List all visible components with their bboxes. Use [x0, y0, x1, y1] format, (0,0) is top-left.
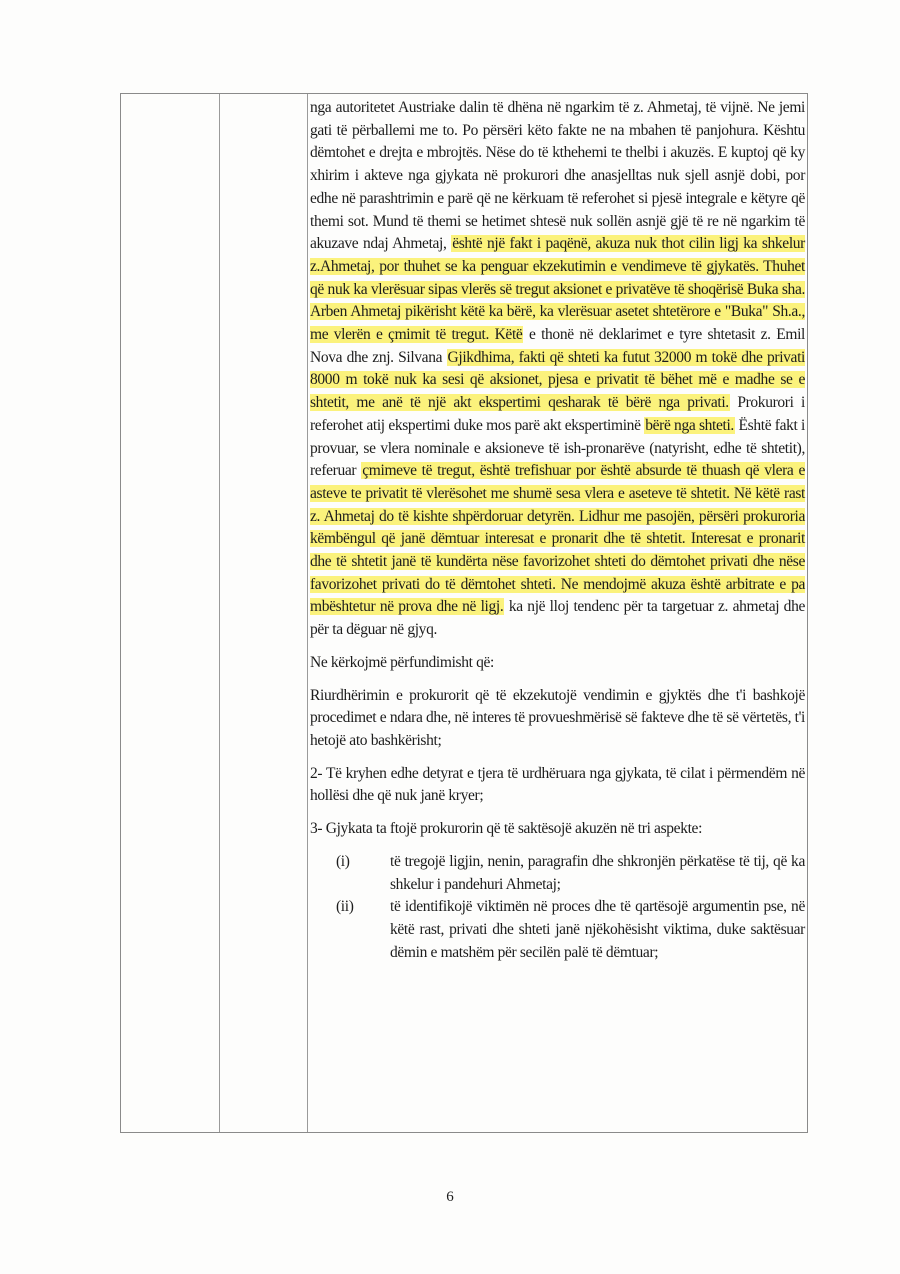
highlighted-text: Gjikdhima, fakti që shteti ka futut 32000 m tokë dhe privati 8000 m tokë nuk ka sesi që aksionet, pjesa e privatit të bëhet më e madhe se e shtetit, me anë të një akt ekspertimi qesharak të bërë nga privati.: [310, 348, 805, 412]
text-segment: Është fakt i provuar, se vlera nominale e aksioneve të ish-pronarëve (natyrisht, edhe të shtetit), referuar: [310, 416, 806, 480]
highlighted-text: bërë nga shteti.: [645, 416, 734, 434]
list-item-number: (i): [336, 852, 350, 870]
paragraph-request-3: 3- Gjykata ta ftojë prokurorin që të saktësojë akuzën në tri aspekte:: [310, 820, 703, 838]
page-number: 6: [446, 1189, 454, 1205]
text-segment: e thonë në deklarimet e tyre shtetasit z. Emil Nova dhe znj. Silvana: [310, 326, 805, 366]
list-item: [310, 896, 805, 964]
list-item-number: (ii): [336, 898, 354, 916]
list-item: [310, 851, 805, 896]
text-segment: ka një lloj tendenc për ta targetuar z. ahmetaj dhe për ta dëguar në gjyq.: [310, 598, 806, 639]
highlighted-text: çmimeve të tregut, është trefishuar por është absurde të thuash që vlera e asteve te privatit të vlerësohet me shumë sesa vlera e aseteve të shtetit. Në këtë rast z. Ahmetaj do të kishte shpërdoruar detyrën. Lidhur me pasojën, përsëri prokuroria këmbëngul që janë dëmtuar interesat e pronarit dhe të shtetit. Interesat e pronarit dhe të shtetit janë të kundërta nëse favorizohet shteti do dëmtohet privati dhe nëse favorizohet privati do të dëmtohet shteti. Ne mendojmë akuza është arbitrate e pa mbështetur në prova dhe në ligj.: [310, 462, 805, 616]
table-content-cell: [310, 97, 805, 964]
list-item-text: të tregojë ligjin, nenin, paragrafin dhe shkronjën përkatëse të tij, që ka shkelur i pandehuri Ahmetaj;: [390, 852, 805, 893]
table-column-divider-1: [219, 94, 220, 1132]
paragraph-main-argument: [310, 97, 805, 642]
aspect-list: [310, 851, 805, 965]
paragraph-request-2: 2- Të kryhen edhe detyrat e tjera të urdhëruara nga gjykata, të cilat i përmendëm në hollësi dhe që nuk janë kryer;: [310, 764, 805, 805]
text-segment: Prokurori i referohet atij ekspertimi duke mos parë akt ekspertiminë: [310, 394, 805, 434]
list-item-text: të identifikojë viktimën në proces dhe të qartësojë argumentin pse, në këtë rast, privati dhe shteti janë njëkohësisht viktima, duke saktësuar dëmin e matshëm për secilën palë të dëmtuar;: [390, 898, 805, 961]
table-column-divider-2: [307, 94, 308, 1132]
paragraph-request-1: Riurdhërimin e prokurorit që të ekzekutojë vendimin e gjyktës dhe t'i bashkojë procedimet e ndara dhe, në interes të provueshmërisë së fakteve dhe të së vërtetës, t'i hetojë ato bashkërisht;: [310, 686, 805, 749]
highlighted-text: është një fakt i paqënë, akuza nuk thot cilin ligj ka shkelur z.Ahmetaj, por thuhet se ka penguar ekzekutimin e vendimeve të gjykatës. Thuhet që nuk ka vlerësuar sipas vlerës së tregut aksionet e privatëve të shoqërisë Buka sha. Arben Ahmetaj pikërisht këtë ka bërë, ka vlerësuar asetet shtetërore e "Buka" Sh.a., me vlerën e çmimit të tregut. Këtë: [310, 235, 805, 344]
text-segment: nga autoritetet Austriake dalin të dhëna në ngarkim të z. Ahmetaj, të vijnë. Ne jemi gati të përballemi me to. Po përsëri këto fakte ne na mbahen të panjohura. Kështu dëmtohet e drejta e mbrojtës. Nëse do të kthehemi te thelbi i akuzës. E kuptoj që ky xhirim i akteve nga gjykata në prokurori dhe anasjelltas nuk sjell asnjë dobi, por edhe në parashtrimin e parë që ne kërkuam të referohet si pjesë integrale e këtyre që themi sot. Mund të themi se hetimet shtesë nuk sollën asnjë gjë të re në ngarkim të akuzave ndaj Ahmetaj,: [310, 99, 805, 253]
paragraph-conclusion-intro: Ne kërkojmë përfundimisht që:: [310, 653, 494, 671]
